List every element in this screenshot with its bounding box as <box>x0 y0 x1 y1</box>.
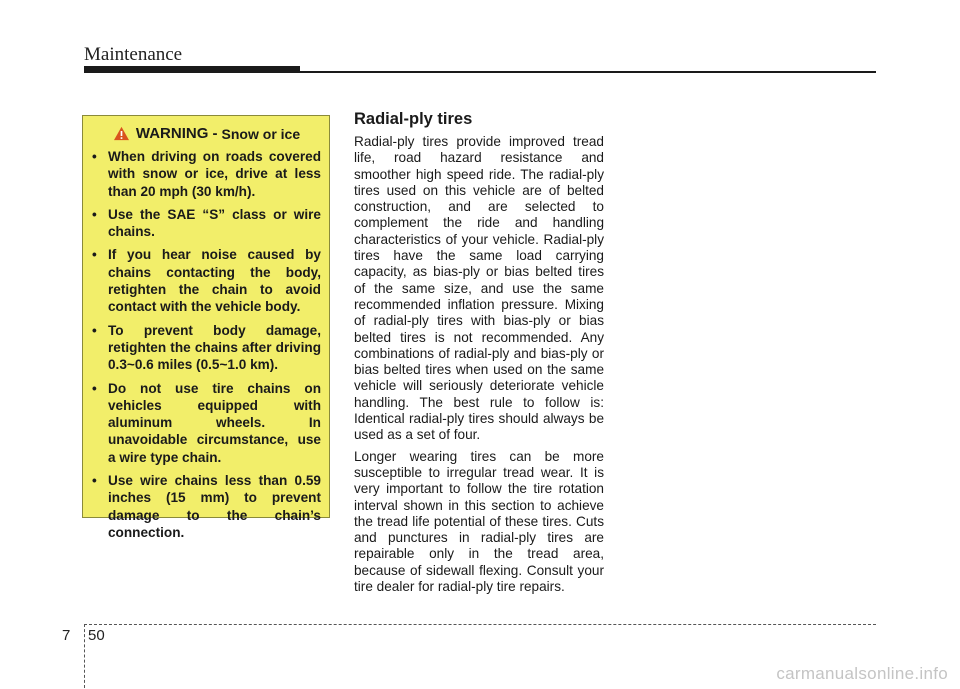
warning-item: • When driving on roads covered with snow or ice, drive at less than 20 mph (30 km/h). <box>92 148 321 200</box>
footer-divider <box>84 624 85 688</box>
page-number: 50 <box>88 627 105 644</box>
warning-item: • To prevent body damage, retighten the chains after driving 0.3~0.6 miles (0.5~1.0 km). <box>92 322 321 374</box>
article-title: Radial-ply tires <box>354 110 473 128</box>
header-rule-thick <box>84 66 300 73</box>
warning-box <box>82 115 330 540</box>
watermark: carmanualsonline.info <box>776 664 948 683</box>
warning-triangle-icon <box>113 126 130 141</box>
article-paragraph: Radial-ply tires provide improved tread life, road hazard resistance and smoother high speed ride. The radial-ply tires used on this vehicle are of belted construction, and are selected to complement the ride and handling characteristics of your vehicle. Radial-ply tires have the same load carrying capacity, as bias-ply or bias belted tires of the same size, and use the same recommended inflation pressure. Mixing of radial-ply tires with bias-ply or bias belted tires is not recommended. Any combinations of radial-ply and bias-ply or bias belted tires when used on the same vehicle will seriously deteriorate vehicle handling. The best rule to follow is: Identical radial-ply tires should always be used as a set of four. <box>354 134 604 443</box>
article <box>354 110 604 600</box>
header-rule-thin <box>300 71 876 73</box>
warning-list <box>92 148 321 541</box>
warning-label: WARNING - <box>135 125 218 142</box>
article-paragraph: Longer wearing tires can be more susceptible to irregular tread wear. It is very important to follow the tire rotation interval shown in this section to achieve the tread life potential of these tires. Cuts and punctures in radial-ply tires are repairable only in the tread area, because of sidewall flexing. Consult your tire dealer for radial-ply tire repairs. <box>354 448 604 595</box>
footer-rule <box>84 624 876 625</box>
warning-item: • Do not use tire chains on vehicles equipped with aluminum wheels. In unavoidable circumstance, use a wire type chain. <box>92 380 321 466</box>
warning-subtitle: Snow or ice <box>221 125 301 142</box>
warning-item: • Use the SAE “S” class or wire chains. <box>92 206 321 241</box>
chapter-number: 7 <box>62 627 71 644</box>
warning-header <box>92 125 321 142</box>
warning-item: • Use wire chains less than 0.59 inches (15 mm) to prevent damage to the chain’s connection. <box>92 472 321 541</box>
warning-item: • If you hear noise caused by chains contacting the body, retighten the chain to avoid contact with the vehicle body. <box>92 246 321 315</box>
section-title: Maintenance <box>84 44 183 65</box>
